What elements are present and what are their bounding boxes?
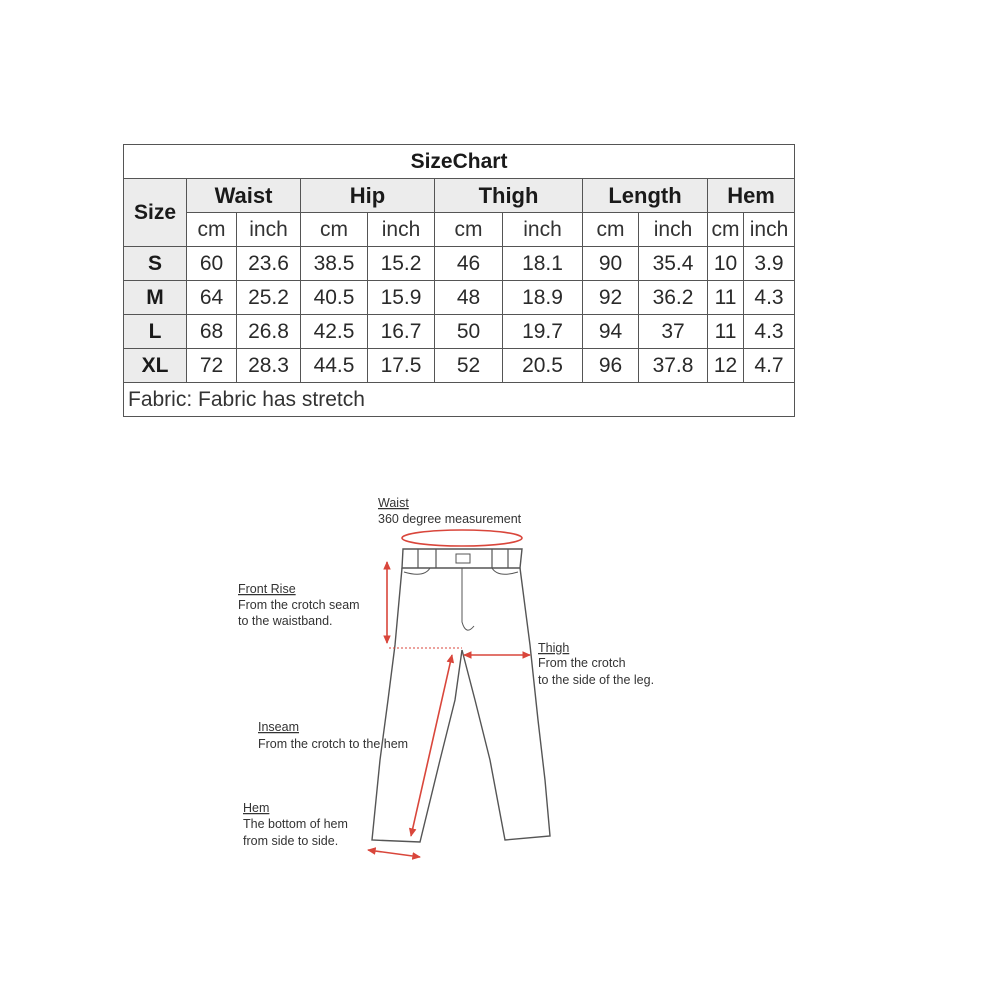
- row-size-label: S: [124, 247, 187, 281]
- group-header-thigh: Thigh: [435, 179, 583, 213]
- label-title: Waist: [378, 496, 409, 510]
- table-cell: 68: [187, 315, 237, 349]
- table-cell: 36.2: [639, 281, 708, 315]
- table-row: [124, 281, 795, 315]
- table-cell: 52: [435, 349, 503, 383]
- table-cell: 15.2: [368, 247, 435, 281]
- label-line: 360 degree measurement: [378, 512, 522, 526]
- measurement-lines: [368, 530, 530, 857]
- table-cell: 20.5: [503, 349, 583, 383]
- unit-header: inch: [744, 213, 795, 247]
- table-cell: 92: [583, 281, 639, 315]
- unit-header: inch: [237, 213, 301, 247]
- table-cell: 40.5: [301, 281, 368, 315]
- table-cell: 4.7: [744, 349, 795, 383]
- group-header-hem: Hem: [708, 179, 795, 213]
- thigh-label: [538, 641, 654, 687]
- label-line: to the side of the leg.: [538, 673, 655, 687]
- table-cell: 26.8: [237, 315, 301, 349]
- table-cell: 37: [639, 315, 708, 349]
- waist-label: [378, 496, 522, 526]
- table-cell: 48: [435, 281, 503, 315]
- row-size-label: XL: [124, 349, 187, 383]
- table-row: [124, 315, 795, 349]
- front-pocket-left: [404, 568, 430, 574]
- table-cell: 44.5: [301, 349, 368, 383]
- inseam-label: [258, 720, 408, 751]
- row-size-label: L: [124, 315, 187, 349]
- label-line: to the waistband.: [238, 614, 333, 628]
- unit-header: cm: [583, 213, 639, 247]
- label-title: Front Rise: [238, 582, 296, 596]
- table-cell: 96: [583, 349, 639, 383]
- table-cell: 38.5: [301, 247, 368, 281]
- group-header-hip: Hip: [301, 179, 435, 213]
- table-cell: 17.5: [368, 349, 435, 383]
- pants-outline: [372, 549, 550, 842]
- table-cell: 3.9: [744, 247, 795, 281]
- table-cell: 46: [435, 247, 503, 281]
- table-cell: 18.9: [503, 281, 583, 315]
- waist-measure-ellipse: [402, 530, 522, 546]
- hem-measure-line: [368, 850, 420, 857]
- table-cell: 10: [708, 247, 744, 281]
- table-cell: 16.7: [368, 315, 435, 349]
- label-line: The bottom of hem: [243, 817, 348, 831]
- front-pocket-right: [492, 568, 518, 574]
- table-cell: 64: [187, 281, 237, 315]
- group-header-waist: Waist: [187, 179, 301, 213]
- table-cell: 4.3: [744, 281, 795, 315]
- table-cell: 19.7: [503, 315, 583, 349]
- table-cell: 15.9: [368, 281, 435, 315]
- unit-header: cm: [301, 213, 368, 247]
- table-cell: 23.6: [237, 247, 301, 281]
- fly-stitch: [462, 568, 474, 630]
- unit-header: inch: [639, 213, 708, 247]
- table-row: [124, 349, 795, 383]
- label-title: Hem: [243, 801, 270, 815]
- group-header-length: Length: [583, 179, 708, 213]
- table-cell: 11: [708, 315, 744, 349]
- button: [456, 554, 470, 563]
- unit-header: cm: [435, 213, 503, 247]
- unit-header: inch: [368, 213, 435, 247]
- table-cell: 12: [708, 349, 744, 383]
- size-header: Size: [124, 179, 187, 247]
- unit-header: inch: [503, 213, 583, 247]
- table-cell: 28.3: [237, 349, 301, 383]
- table-cell: 42.5: [301, 315, 368, 349]
- table-title: SizeChart: [124, 145, 795, 179]
- label-line: from side to side.: [243, 834, 339, 848]
- front-rise-label: [238, 582, 360, 628]
- size-chart-table: [123, 144, 795, 417]
- left-leg-outline: [372, 568, 462, 842]
- label-line: From the crotch seam: [238, 598, 360, 612]
- label-line: From the crotch: [538, 656, 626, 670]
- table-cell: 25.2: [237, 281, 301, 315]
- unit-header: cm: [708, 213, 744, 247]
- table-cell: 72: [187, 349, 237, 383]
- label-title: Thigh: [538, 641, 570, 655]
- waistband: [402, 549, 522, 568]
- right-leg-outline: [462, 568, 550, 840]
- table-cell: 35.4: [639, 247, 708, 281]
- table-row: [124, 247, 795, 281]
- label-line: From the crotch to the hem: [258, 737, 409, 751]
- label-title: Inseam: [258, 720, 299, 734]
- inseam-measure-line: [411, 655, 452, 836]
- table-cell: 60: [187, 247, 237, 281]
- row-size-label: M: [124, 281, 187, 315]
- pants-measurement-diagram: [0, 480, 1000, 880]
- unit-header: cm: [187, 213, 237, 247]
- table-cell: 4.3: [744, 315, 795, 349]
- hem-label: [243, 801, 348, 848]
- table-cell: 50: [435, 315, 503, 349]
- table-cell: 11: [708, 281, 744, 315]
- table-cell: 18.1: [503, 247, 583, 281]
- fabric-note: Fabric: Fabric has stretch: [124, 383, 795, 417]
- table-cell: 90: [583, 247, 639, 281]
- table-cell: 37.8: [639, 349, 708, 383]
- table-cell: 94: [583, 315, 639, 349]
